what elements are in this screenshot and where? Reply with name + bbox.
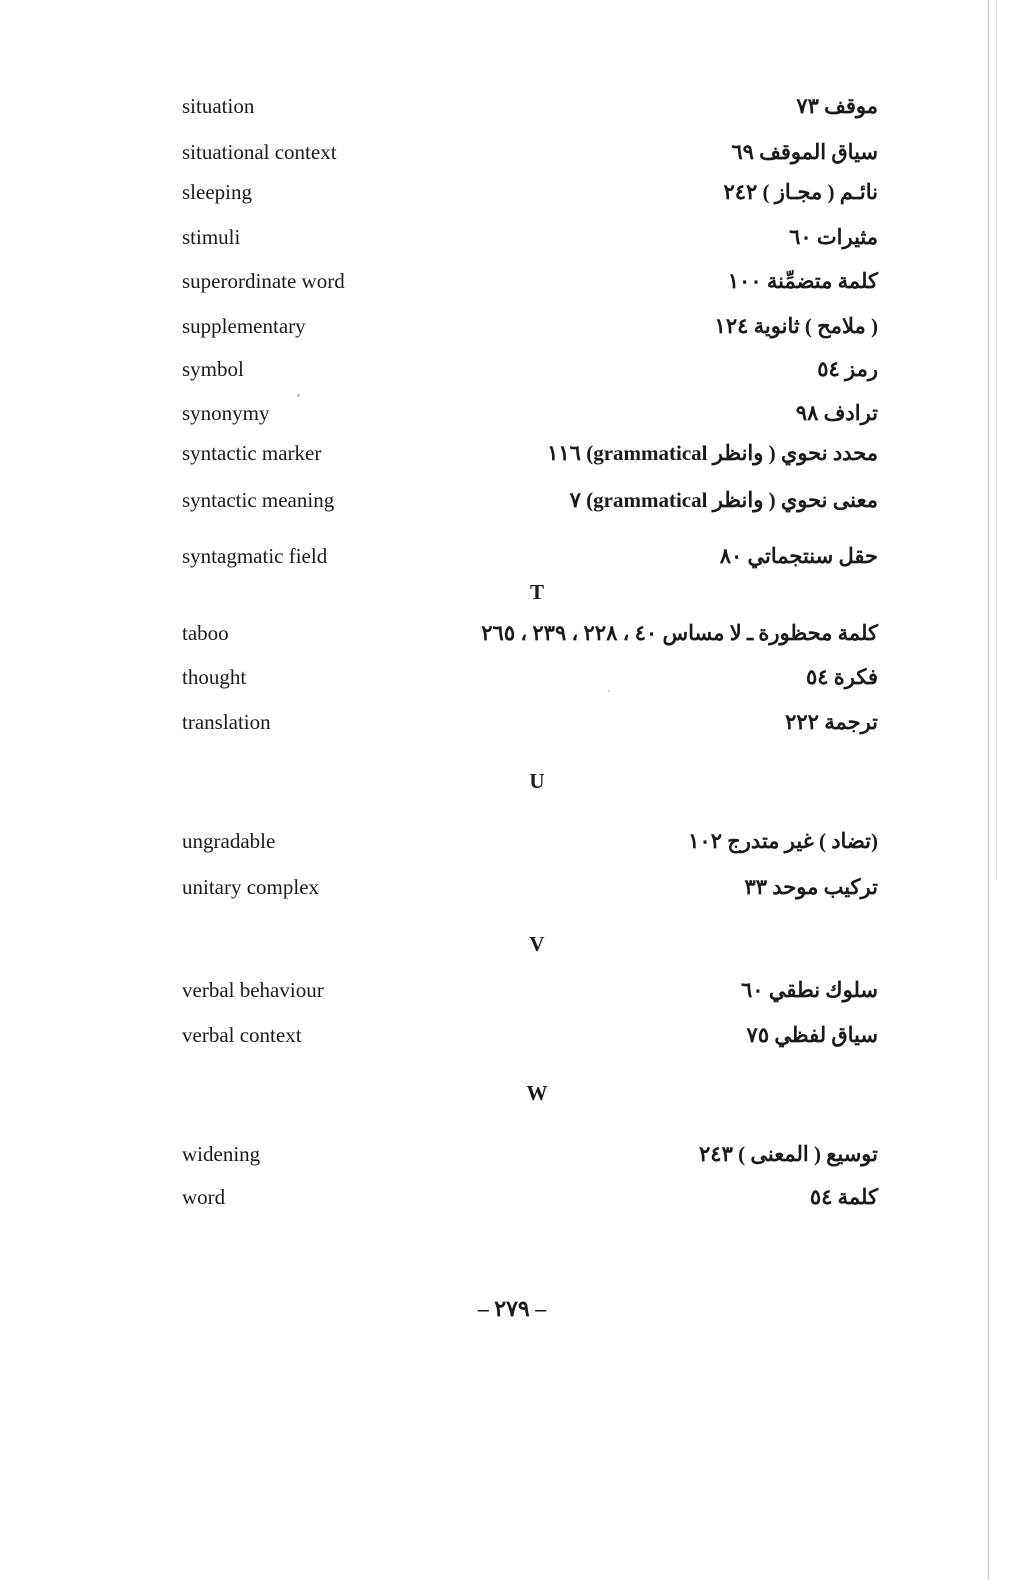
english-term: taboo <box>182 621 229 645</box>
section-letter-v: V <box>529 932 545 956</box>
index-entry <box>0 1140 1024 1172</box>
index-entry <box>0 399 1024 431</box>
arabic-term: سياق الموقف ٦٩ <box>731 140 878 164</box>
arabic-term: نائـم ( مجـاز ) ٢٤٢ <box>723 180 878 204</box>
english-term: syntagmatic field <box>182 544 328 568</box>
english-term: verbal context <box>182 1023 302 1047</box>
index-entry <box>0 312 1024 344</box>
index-entry <box>0 92 1024 124</box>
index-entry <box>0 486 1024 518</box>
index-entry <box>0 138 1024 170</box>
arabic-term: محدد نحوي ( وانظر grammatical) ١١٦ <box>547 441 878 465</box>
index-entry <box>0 663 1024 695</box>
english-term: word <box>182 1185 226 1209</box>
english-term: ungradable <box>182 829 276 853</box>
section-letter-t: T <box>529 580 544 604</box>
index-entry <box>0 223 1024 255</box>
english-term: symbol <box>182 357 244 381</box>
arabic-term: كلمة محظورة ـ لا مساس ٤٠ ، ٢٢٨ ، ٢٣٩ ، ٢٦٥ <box>481 621 878 645</box>
section-letter-u: U <box>529 769 545 793</box>
index-entry <box>0 873 1024 905</box>
arabic-term: رمز ٥٤ <box>817 357 878 381</box>
arabic-term: ترجمة ٢٢٢ <box>785 710 878 734</box>
arabic-term: توسيع ( المعنى ) ٢٤٣ <box>699 1142 878 1166</box>
index-entry <box>0 976 1024 1008</box>
arabic-term: مثيرات ٦٠ <box>789 225 878 249</box>
index-entry <box>0 355 1024 387</box>
index-entry <box>0 619 1024 651</box>
arabic-term: ترادف ٩٨ <box>795 401 878 425</box>
index-entry <box>0 1021 1024 1053</box>
english-term: synonymy <box>182 401 270 425</box>
english-term: supplementary <box>182 314 306 338</box>
arabic-term: فكرة ٥٤ <box>805 665 878 689</box>
arabic-term: سياق لفظي ٧٥ <box>746 1023 878 1047</box>
arabic-term: معنى نحوي ( وانظر grammatical) ٧ <box>569 488 878 512</box>
arabic-term: كلمة ٥٤ <box>809 1185 878 1209</box>
english-term: unitary complex <box>182 875 320 899</box>
arabic-term: سلوك نطقي ٦٠ <box>741 978 878 1002</box>
english-term: widening <box>182 1142 261 1166</box>
english-term: sleeping <box>182 180 252 204</box>
arabic-term: ( ملامح ) ثانوية ١٢٤ <box>714 314 878 338</box>
index-entry <box>0 708 1024 740</box>
arabic-term: تركيب موحد ٣٣ <box>744 875 878 899</box>
page-number: – ٢٧٩ – <box>477 1296 547 1321</box>
index-entry <box>0 1183 1024 1215</box>
english-term: situation <box>182 94 255 118</box>
index-entry <box>0 267 1024 299</box>
arabic-term: موقف ٧٣ <box>796 94 878 118</box>
arabic-term: كلمة متضمِّنة ١٠٠ <box>727 269 878 293</box>
arabic-term: حقل سنتجماتي ٨٠ <box>719 544 878 568</box>
english-term: stimuli <box>182 225 241 249</box>
index-entry <box>0 827 1024 859</box>
index-entry <box>0 542 1024 574</box>
english-term: syntactic meaning <box>182 488 335 512</box>
arabic-term: (تضاد ) غير متدرج ١٠٢ <box>688 829 878 853</box>
print-speck <box>297 394 300 397</box>
section-letter-w: W <box>526 1081 548 1105</box>
english-term: situational context <box>182 140 337 164</box>
english-term: superordinate word <box>182 269 345 293</box>
english-term: thought <box>182 665 247 689</box>
english-term: syntactic marker <box>182 441 322 465</box>
english-term: verbal behaviour <box>182 978 324 1002</box>
english-term: translation <box>182 710 271 734</box>
index-entry <box>0 178 1024 210</box>
index-entry <box>0 439 1024 471</box>
